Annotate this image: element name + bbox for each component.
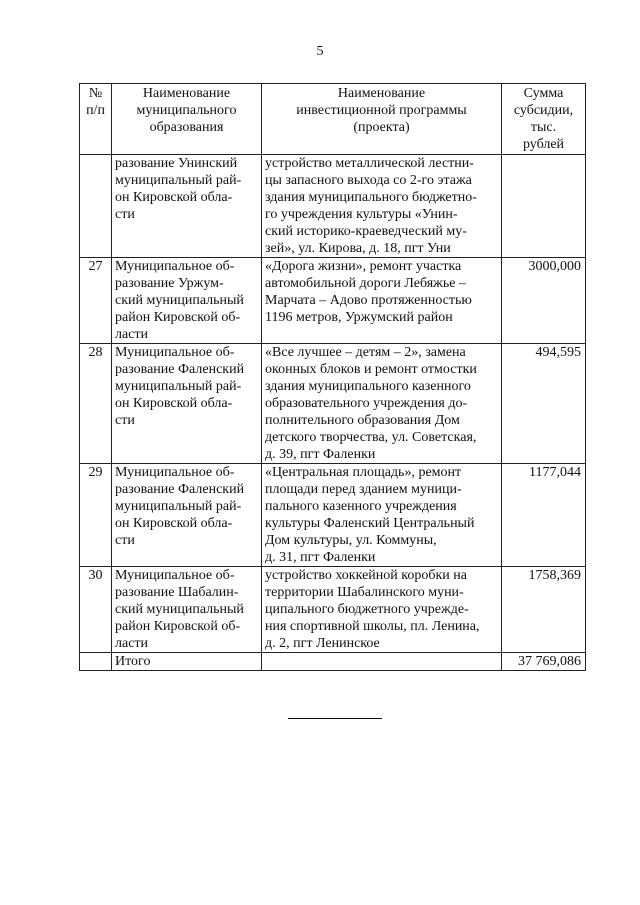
row-number: 27 — [80, 258, 112, 344]
total-program-cell — [262, 653, 502, 671]
header-cell-program — [262, 84, 502, 155]
header-cell-sum — [502, 84, 586, 155]
header-municipality-label: Наименование муниципального образования — [136, 86, 237, 135]
row-municipality: Муниципальное об- разование Фаленский муниципальный рай- он Кировской обла- сти — [112, 344, 262, 464]
row-municipality: разование Унинский муниципальный рай- он Кировской обла- сти — [112, 155, 262, 258]
row-municipality: Муниципальное об- разование Уржум- ский муниципальный район Кировской об- ласти — [112, 258, 262, 344]
header-number-label: № п/п — [86, 86, 105, 118]
table-row — [80, 567, 586, 653]
table-row — [80, 464, 586, 567]
row-number: 30 — [80, 567, 112, 653]
total-label: Итого — [112, 653, 262, 671]
header-sum-label: Сумма субсидии, тыс. рублей — [513, 86, 574, 152]
row-number: 29 — [80, 464, 112, 567]
row-program: «Все лучшее – детям – 2», замена оконных блоков и ремонт отмостки здания муниципального казенного образовательного учреждения до- полнительного образования Дом детского творчества, ул. Советская, д. 39, пгт Фаленки — [262, 344, 502, 464]
subsidy-table — [79, 83, 586, 671]
row-program: устройство металлической лестни- цы запасного выхода со 2-го этажа здания муниципального бюджетно- го учреждения культуры «Унин- ский историко-краеведческий му- зей», ул. Кирова, д. 18, пгт Уни — [262, 155, 502, 258]
table-row — [80, 155, 586, 258]
row-program: «Центральная площадь», ремонт площади перед зданием муници- пального казенного учреждения культуры Фаленский Центральный Дом культуры, ул. Коммуны, д. 31, пгт Фаленки — [262, 464, 502, 567]
row-sum: 494,595 — [502, 344, 586, 464]
end-of-document-line — [288, 718, 382, 719]
row-municipality: Муниципальное об- разование Шабалин- ский муниципальный район Кировской об- ласти — [112, 567, 262, 653]
row-sum: 3000,000 — [502, 258, 586, 344]
header-cell-number — [80, 84, 112, 155]
header-program-label: Наименование инвестиционной программы (проекта) — [296, 86, 467, 135]
page-number: 5 — [316, 44, 324, 59]
table-header-row — [80, 84, 586, 155]
row-sum: 1758,369 — [502, 567, 586, 653]
total-sum: 37 769,086 — [502, 653, 586, 671]
row-municipality: Муниципальное об- разование Фаленский муниципальный рай- он Кировской обла- сти — [112, 464, 262, 567]
row-program: устройство хоккейной коробки на территории Шабалинского муни- ципального бюджетного учрежде- ния спортивной школы, пл. Ленина, д. 2, пгт Ленинское — [262, 567, 502, 653]
row-sum — [502, 155, 586, 258]
row-number — [80, 155, 112, 258]
row-program: «Дорога жизни», ремонт участка автомобильной дороги Лебяжье – Марчата – Адово протяженностью 1196 метров, Уржумский район — [262, 258, 502, 344]
header-cell-municipality — [112, 84, 262, 155]
row-sum: 1177,044 — [502, 464, 586, 567]
table-row — [80, 258, 586, 344]
total-number-cell — [80, 653, 112, 671]
total-row — [80, 653, 586, 671]
table-row — [80, 344, 586, 464]
row-number: 28 — [80, 344, 112, 464]
